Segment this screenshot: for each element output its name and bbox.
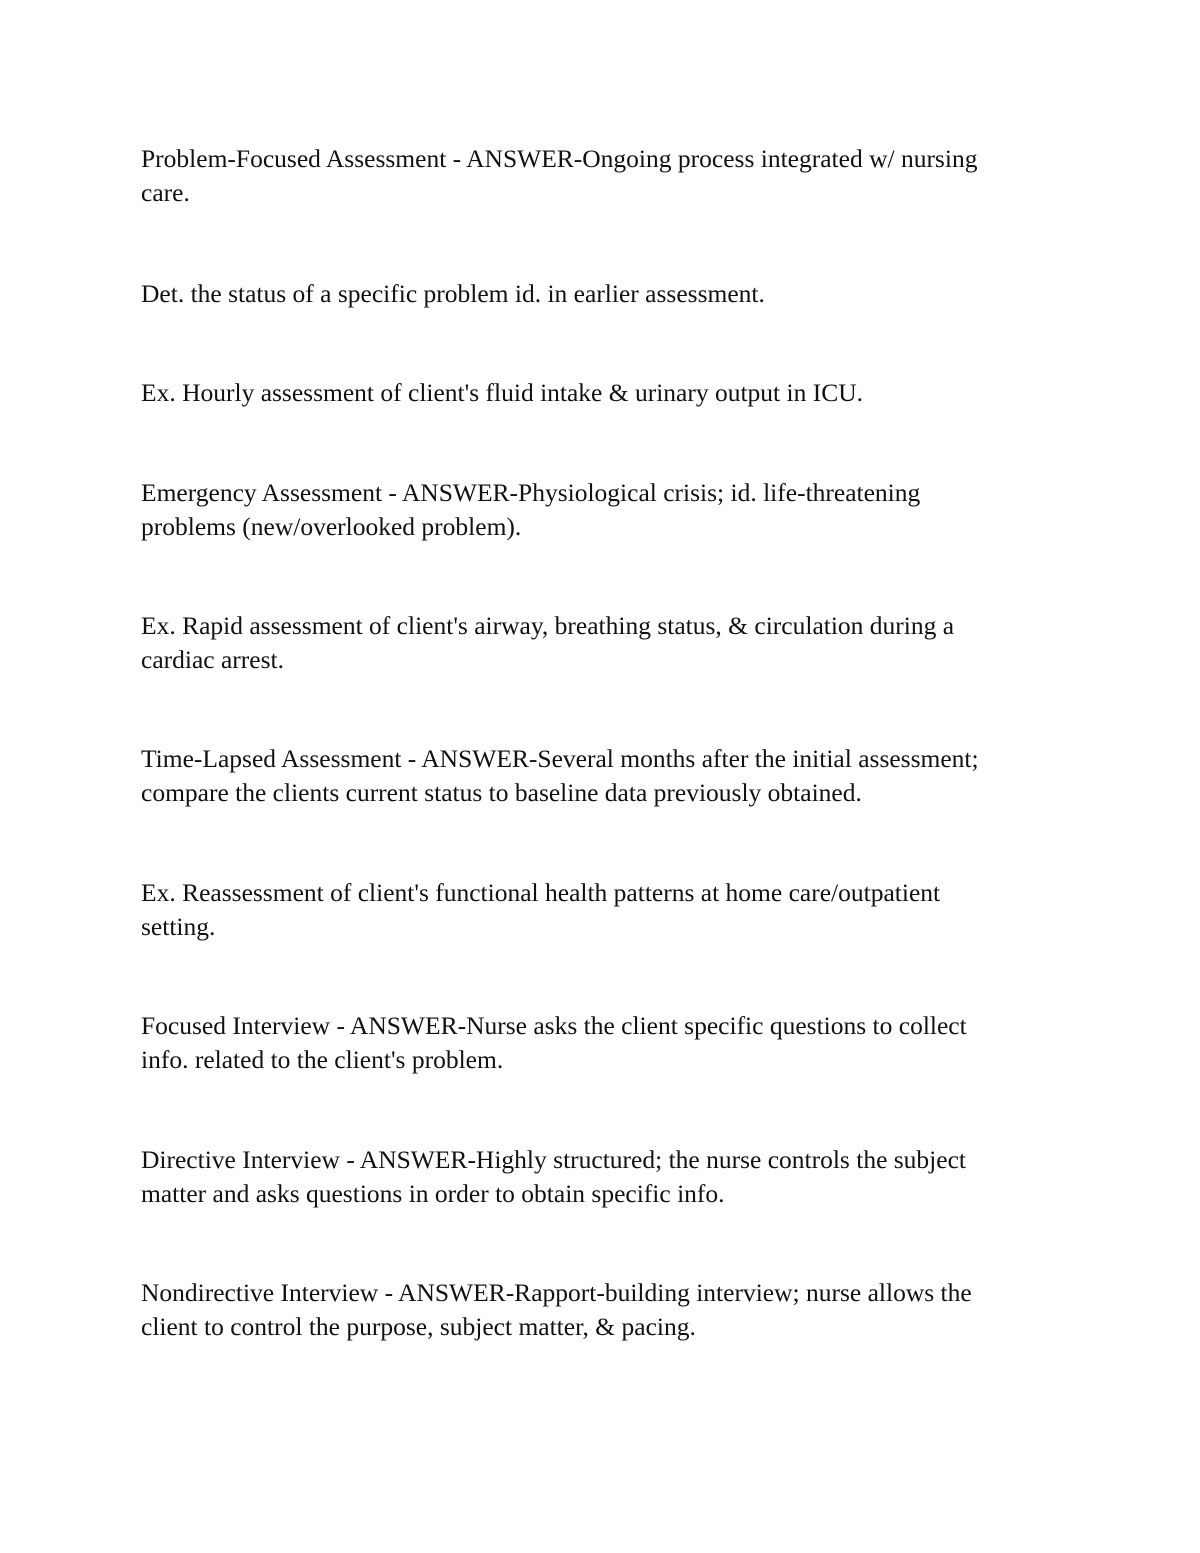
- paragraph-emergency-assessment: [141, 476, 1061, 543]
- paragraph-focused-interview: [141, 1009, 1061, 1076]
- text-line: Ex. Rapid assessment of client's airway, breathing status, & circulation during a: [141, 611, 955, 640]
- text-line: compare the clients current status to baseline data previously obtained.: [141, 777, 862, 807]
- text-line: Emergency Assessment - ANSWER-Physiological crisis; id. life-threatening: [141, 478, 921, 507]
- paragraph-ex-rapid: [141, 609, 1061, 676]
- text-line: client to control the purpose, subject matter, & pacing.: [141, 1311, 696, 1341]
- text-line: care.: [141, 177, 190, 207]
- paragraph-time-lapsed-assessment: [141, 742, 1061, 809]
- text-line: cardiac arrest.: [141, 644, 284, 674]
- paragraph-ex-hourly: [141, 376, 1061, 410]
- paragraph-ex-reassessment: [141, 876, 1061, 943]
- text-line: Problem-Focused Assessment - ANSWER-Ongoing process integrated w/ nursing: [141, 144, 978, 173]
- text-line: setting.: [141, 911, 216, 941]
- text-line: Nondirective Interview - ANSWER-Rapport-building interview; nurse allows the: [141, 1278, 972, 1307]
- text-line: Directive Interview - ANSWER-Highly structured; the nurse controls the subject: [141, 1145, 966, 1174]
- text-line: matter and asks questions in order to obtain specific info.: [141, 1178, 725, 1208]
- text-line: info. related to the client's problem.: [141, 1044, 504, 1074]
- text-line: Time-Lapsed Assessment - ANSWER-Several months after the initial assessment;: [141, 744, 979, 773]
- text-line: Focused Interview - ANSWER-Nurse asks the client specific questions to collect: [141, 1011, 967, 1040]
- text-line: Ex. Hourly assessment of client's fluid intake & urinary output in ICU.: [141, 378, 864, 407]
- paragraph-det-status: [141, 277, 1061, 311]
- paragraph-nondirective-interview: [141, 1276, 1061, 1343]
- text-line: Ex. Reassessment of client's functional health patterns at home care/outpatient: [141, 878, 941, 907]
- paragraph-problem-focused-assessment: [141, 142, 1061, 209]
- text-line: problems (new/overlooked problem).: [141, 511, 522, 541]
- text-line: Det. the status of a specific problem id. in earlier assessment.: [141, 279, 765, 308]
- paragraph-directive-interview: [141, 1143, 1061, 1210]
